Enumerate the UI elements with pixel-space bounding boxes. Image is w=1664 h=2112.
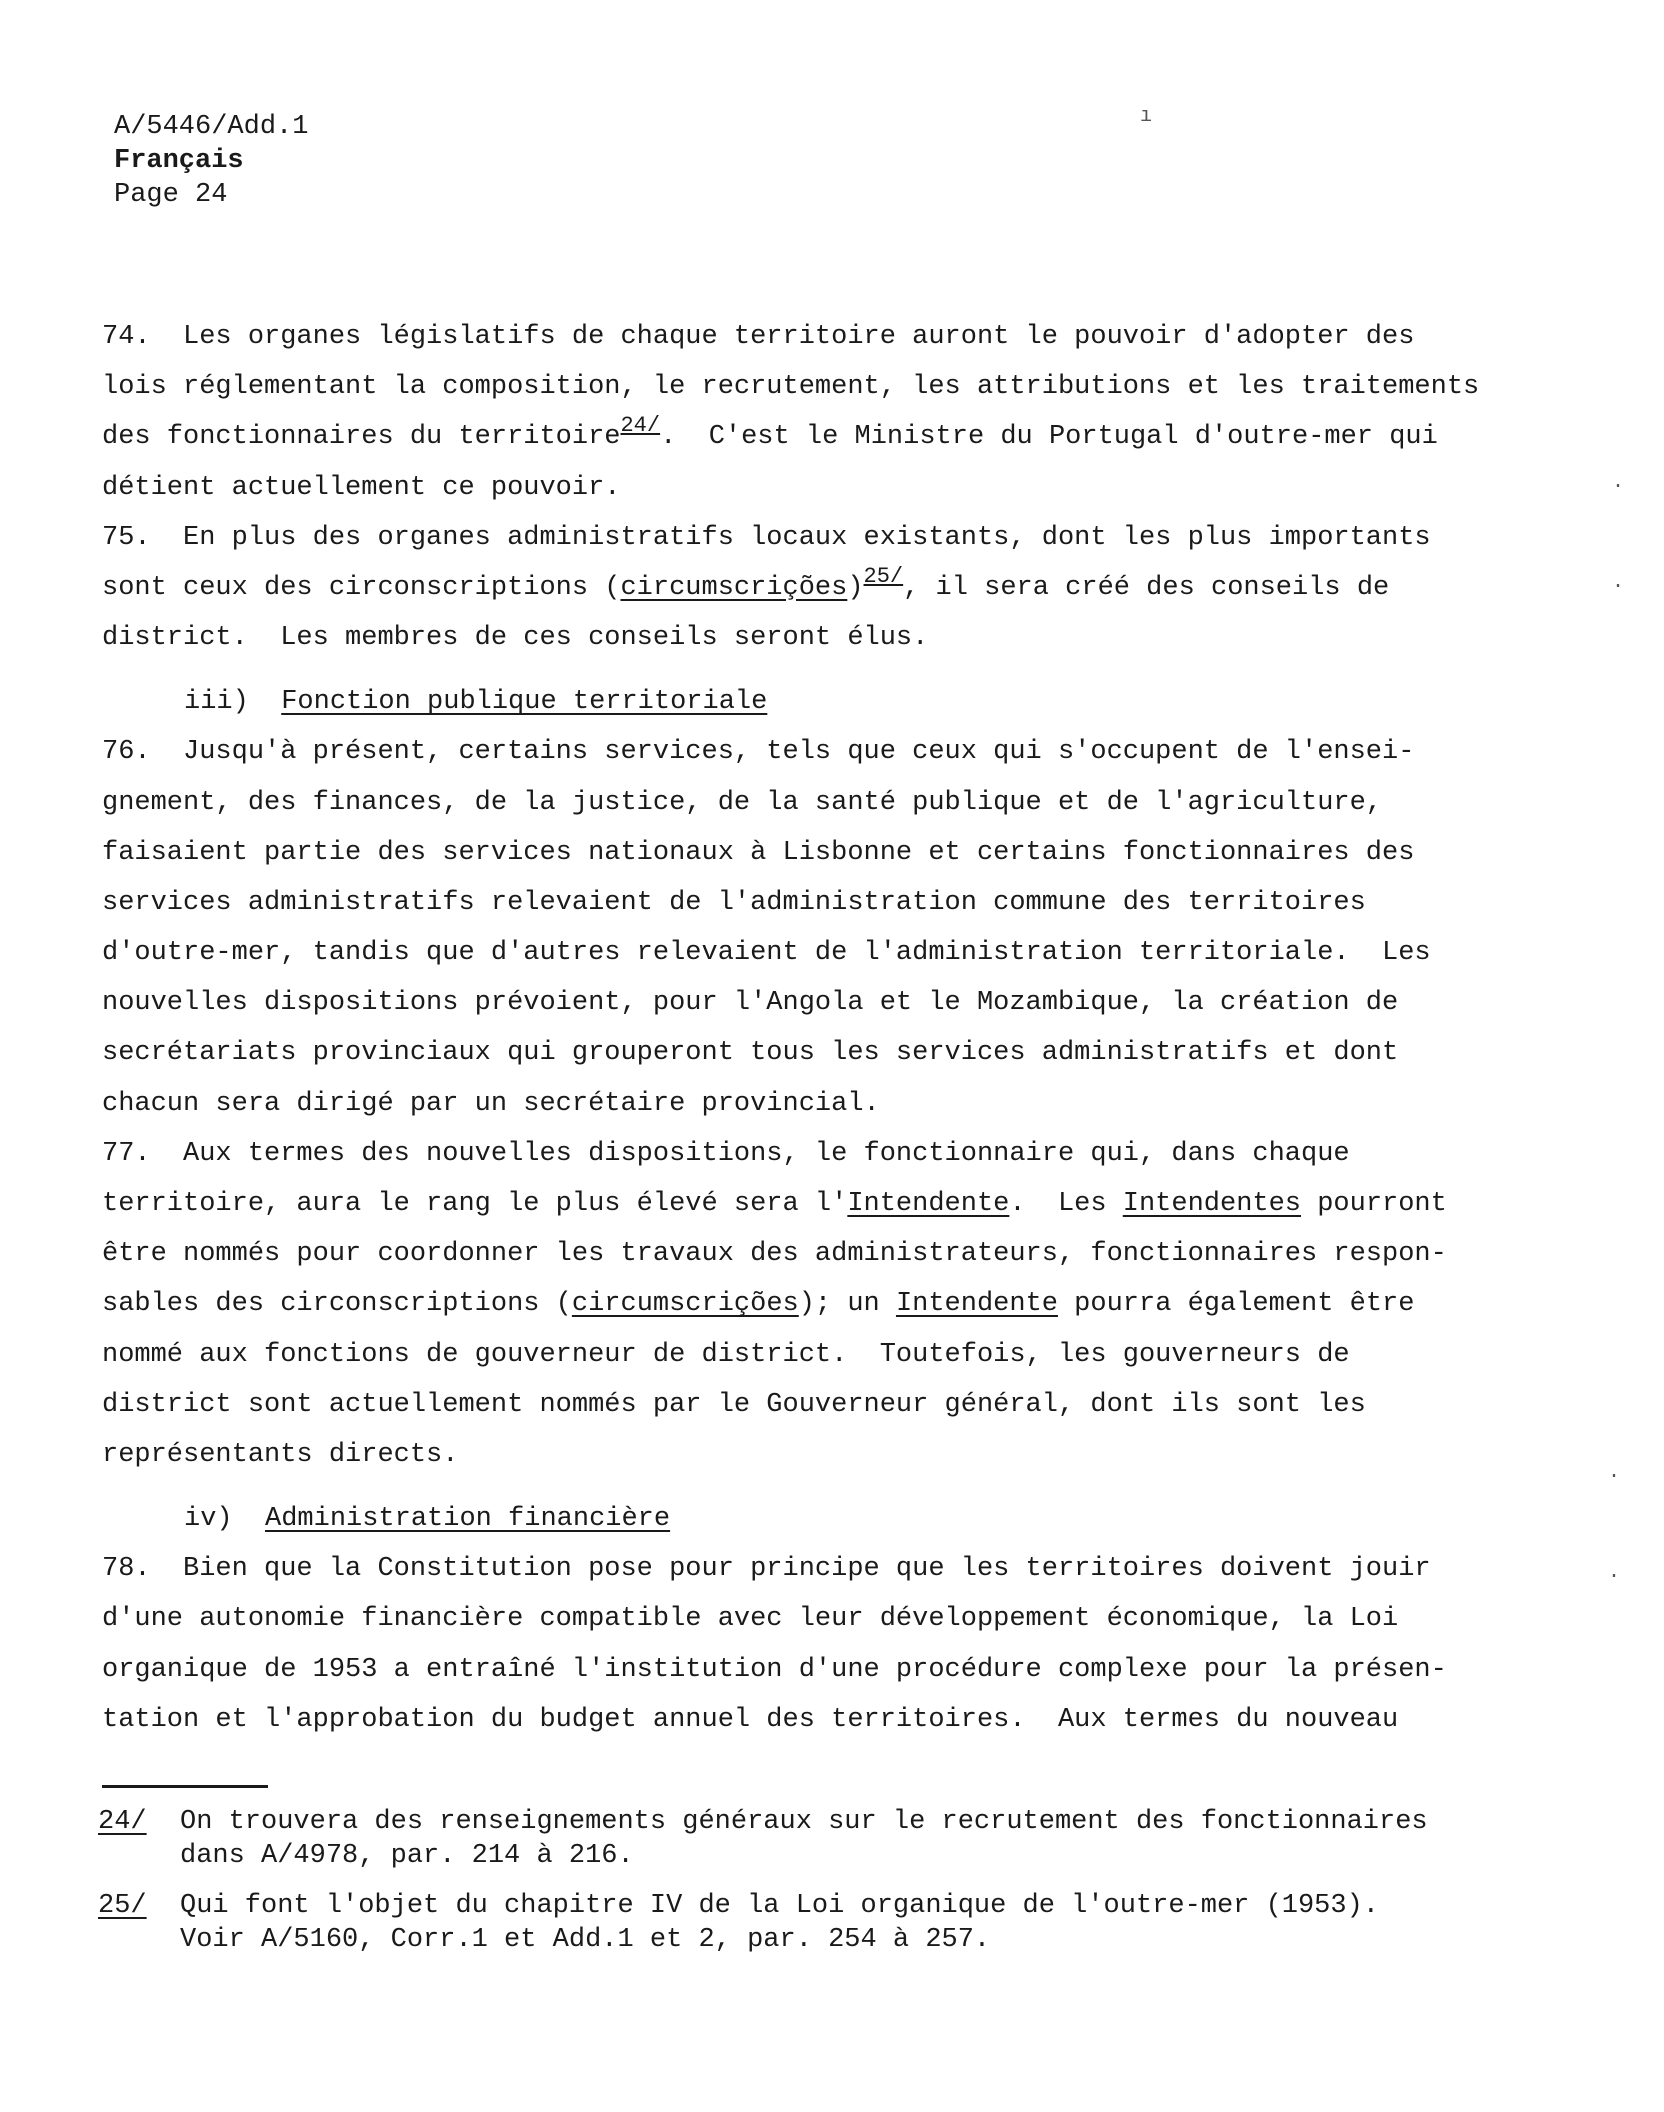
paragraph-76 [102,727,1522,1129]
page-number: Page 24 [114,180,228,210]
underlined-term: Intendente [895,1289,1058,1320]
footnote-ref-25: 25/ [863,563,904,589]
scan-speck: · [1608,1465,1621,1488]
scan-speck: · [1612,575,1625,598]
footnote-mark: 24/ [98,1807,147,1837]
text-line: détient actuellement ce pouvoir. [102,472,621,503]
text-line: lois réglementant la composition, le recrutement, les attributions et les traitements [102,372,1480,403]
underlined-term: Intendentes [1122,1189,1302,1219]
text-fragment: , il sera créé des conseils de [903,572,1390,603]
text-fragment: pourra également être [1057,1289,1415,1320]
underlined-term: circumscrições [620,572,848,603]
footnote-ref-24: 24/ [620,413,661,439]
footnote-24 [98,1805,1538,1873]
text-fragment: sables des circonscriptions ( [102,1289,572,1320]
text-line [102,1279,1522,1329]
footnotes [98,1805,1538,1973]
text-fragment: . C'est le Ministre du Portugal d'outre-mer qui [660,422,1438,453]
text-line: 74. Les organes législatifs de chaque territoire auront le pouvoir d'adopter des [102,322,1415,352]
text-line: 76. Jusqu'à présent, certains services, tels que ceux qui s'occupent de l'ensei- [102,737,1415,768]
text-fragment: des fonctionnaires du territoire [102,422,621,453]
text-line: services administratifs relevaient de l'administration commune des territoires [102,887,1366,918]
text-line: gnement, des finances, de la justice, de la santé publique et de l'agriculture, [102,787,1383,818]
text-line: district. Les membres de ces conseils seront élus. [102,623,929,654]
text-line: secrétariats provinciaux qui grouperont tous les services administratifs et dont [102,1038,1399,1069]
underlined-term: circumscrições [571,1289,799,1320]
text-line: 78. Bien que la Constitution pose pour principe que les territoires doivent jouir [102,1554,1431,1585]
document-symbol: A/5446/Add.1 [114,112,309,142]
text-fragment: ) [847,572,864,603]
text-fragment: sont ceux des circonscriptions ( [102,572,621,603]
text-line: d'une autonomie financière compatible avec leur développement économique, la Loi [102,1604,1399,1635]
text-line: chacun sera dirigé par un secrétaire provincial. [102,1088,880,1119]
text-line [102,563,1522,613]
section-number: iv) [184,1504,266,1535]
text-line: représentants directs. [102,1439,459,1470]
section-number: iii) [184,687,282,718]
text-line: faisaient partie des services nationaux à Lisbonne et certains fonctionnaires des [102,837,1415,868]
footnote-line: On trouvera des renseignements généraux sur le recrutement des fonctionnaires [180,1807,1428,1837]
footnote-line: Qui font l'objet du chapitre IV de la Loi organique de l'outre-mer (1953). [180,1891,1379,1921]
text-line: 75. En plus des organes administratifs locaux existants, dont les plus importants [102,522,1431,553]
footnote-line: Voir A/5160, Corr.1 et Add.1 et 2, par. 254 à 257. [180,1925,991,1955]
section-title: Administration financière [265,1504,671,1535]
text-line: tation et l'approbation du budget annuel des territoires. Aux termes du nouveau [102,1704,1399,1735]
underlined-term: Intendente [847,1189,1010,1219]
text-line: organique de 1953 a entraîné l'institution d'une procédure complexe pour la présen- [102,1654,1447,1685]
paragraph-75 [102,513,1522,664]
scan-speck: · [1608,1565,1621,1588]
text-line: 77. Aux termes des nouvelles dispositions, le fonctionnaire qui, dans chaque [102,1138,1350,1169]
text-fragment: territoire, aura le rang le plus élevé sera l' [102,1189,848,1219]
scan-speck: ı [1140,105,1153,128]
text-line [102,412,1522,462]
section-heading-iii [102,677,1522,727]
footnote-line: dans A/4978, par. 214 à 216. [180,1841,634,1871]
paragraph-77 [102,1129,1522,1480]
text-fragment: ); un [798,1289,896,1320]
text-line: être nommés pour coordonner les travaux des administrateurs, fonctionnaires respon- [102,1239,1447,1270]
document-language: Français [114,146,244,176]
paragraph-74 [102,312,1522,513]
document-header [114,110,308,212]
text-line: d'outre-mer, tandis que d'autres relevaient de l'administration territoriale. Les [102,938,1431,969]
scan-speck: · [1612,475,1625,498]
text-line: district sont actuellement nommés par le Gouverneur général, dont ils sont les [102,1389,1366,1420]
text-line: nommé aux fonctions de gouverneur de district. Toutefois, les gouverneurs de [102,1339,1350,1370]
footnote-25 [98,1889,1538,1957]
text-line [102,1179,1522,1229]
body-text [102,312,1522,1745]
paragraph-78 [102,1544,1522,1745]
section-title: Fonction publique territoriale [281,687,768,718]
text-fragment: pourront [1301,1189,1447,1219]
section-heading-iv [102,1494,1522,1544]
footnote-divider [102,1785,268,1788]
text-fragment: . Les [1009,1189,1123,1219]
text-line: nouvelles dispositions prévoient, pour l'Angola et le Mozambique, la création de [102,988,1399,1019]
footnote-mark: 25/ [98,1891,147,1921]
